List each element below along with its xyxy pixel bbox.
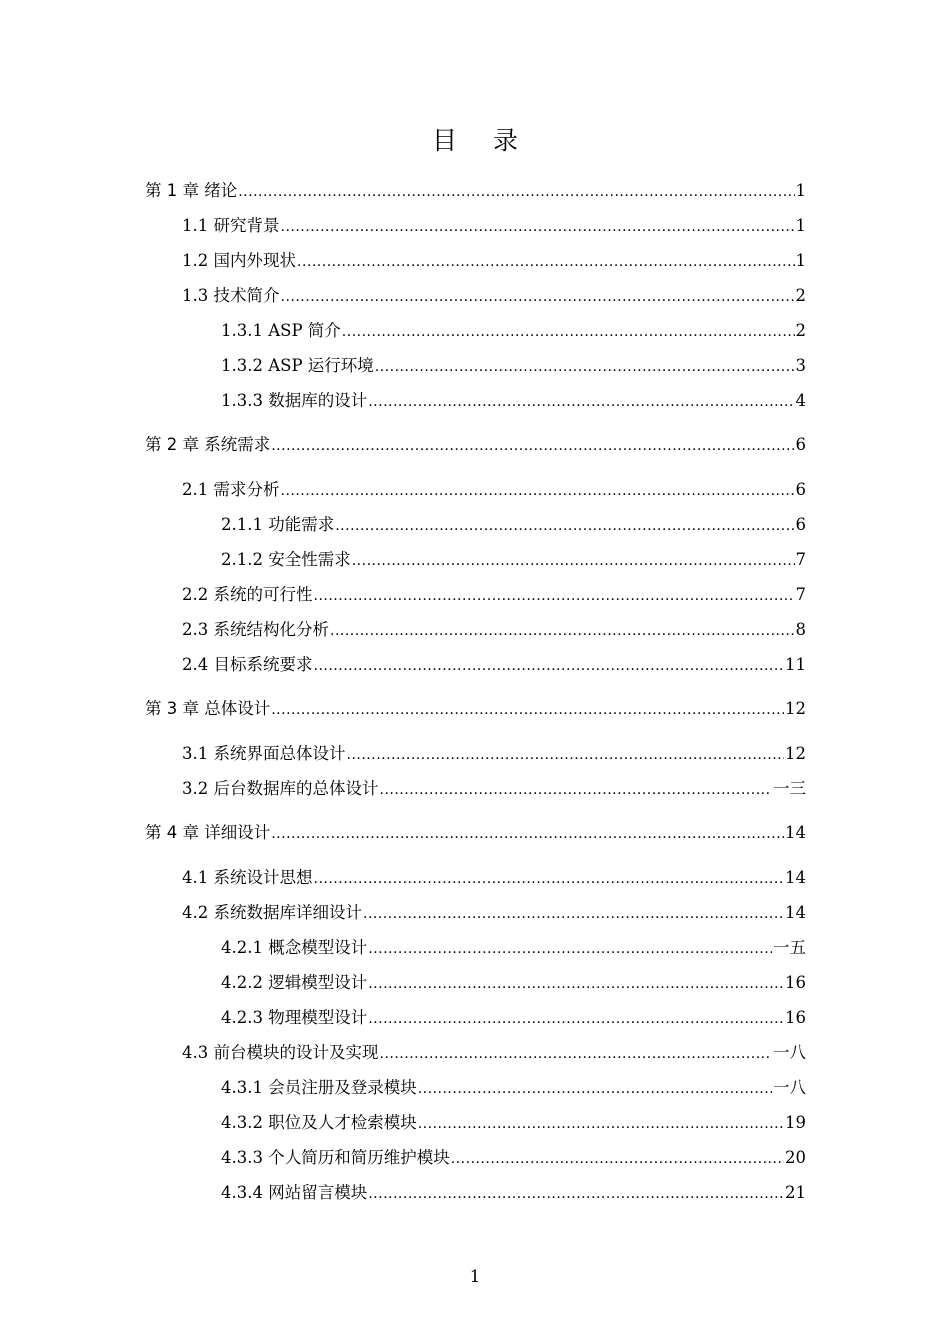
toc-page-number: 2 (795, 321, 806, 340)
toc-leader-dots (347, 742, 785, 768)
toc-entry-text: 4.3.2 职位及人才检索模块 (221, 1113, 417, 1132)
toc-page-number: 8 (795, 620, 806, 639)
toc-page-number: 一八 (773, 1078, 806, 1097)
toc-entry-2-1-2[interactable] (221, 547, 806, 573)
toc-entry-text: 4.2.3 物理模型设计 (221, 1008, 368, 1027)
toc-leader-dots (375, 354, 795, 380)
toc-page-number: 一三 (773, 779, 806, 798)
toc-leader-dots (281, 284, 795, 310)
toc-entry-text: 第 2 章 系统需求 (145, 435, 271, 454)
toc-entry-1-3-1[interactable] (221, 318, 806, 344)
toc-page-number: 7 (795, 550, 806, 569)
toc-entry-1-2[interactable] (182, 248, 806, 274)
toc-leader-dots (363, 901, 784, 927)
toc-page-number: 21 (785, 1183, 806, 1202)
toc-entry-text: 3.1 系统界面总体设计 (182, 744, 346, 763)
toc-entry-text: 1.1 研究背景 (182, 216, 280, 235)
toc-entry-4-3-4[interactable] (221, 1180, 806, 1206)
toc-entry-text: 2.3 系统结构化分析 (182, 620, 329, 639)
toc-leader-dots (238, 179, 794, 205)
toc-entry-text: 1.3 技术简介 (182, 286, 280, 305)
toc-entry-text: 4.3.4 网站留言模块 (221, 1183, 368, 1202)
toc-entry-3-1[interactable] (182, 741, 806, 767)
toc-leader-dots (314, 653, 785, 679)
toc-entry-text: 1.3.1 ASP 简介 (221, 321, 341, 340)
toc-entry-text: 1.3.2 ASP 运行环境 (221, 356, 374, 375)
toc-entry-text: 4.3.3 个人简历和简历维护模块 (221, 1148, 450, 1167)
toc-leader-dots (368, 1006, 784, 1032)
toc-page-number: 1 (795, 181, 806, 200)
toc-leader-dots (314, 866, 785, 892)
toc-entry-text: 第 3 章 总体设计 (145, 699, 271, 718)
toc-leader-dots (314, 583, 795, 609)
toc-page-number: 14 (785, 823, 806, 842)
toc-entry-text: 第 4 章 详细设计 (145, 823, 271, 842)
toc-entry-2-3[interactable] (182, 617, 806, 643)
toc-entry-text: 2.4 目标系统要求 (182, 655, 313, 674)
toc-entry-2-1[interactable] (182, 477, 806, 503)
toc-page-number: 16 (785, 1008, 806, 1027)
toc-page-number: 2 (795, 286, 806, 305)
toc-page-number: 19 (785, 1113, 806, 1132)
toc-entry-text: 4.3 前台模块的设计及实现 (182, 1043, 379, 1062)
toc-leader-dots (418, 1111, 784, 1137)
toc-entry-text: 4.2.1 概念模型设计 (221, 938, 368, 957)
toc-leader-dots (380, 777, 773, 803)
toc-leader-dots (281, 478, 795, 504)
toc-page-number: 11 (785, 655, 806, 674)
toc-entry-1-3[interactable] (182, 283, 806, 309)
toc-entry-text: 4.2 系统数据库详细设计 (182, 903, 362, 922)
toc-page-number: 20 (785, 1148, 806, 1167)
toc-page-number: 1 (795, 251, 806, 270)
toc-entry-1-3-3[interactable] (221, 388, 806, 414)
toc-entry-text: 4.1 系统设计思想 (182, 868, 313, 887)
toc-page-number: 6 (795, 515, 806, 534)
toc-entry-4-1[interactable] (182, 865, 806, 891)
toc-entry-chapter-1[interactable] (145, 178, 806, 204)
toc-leader-dots (271, 697, 784, 723)
toc-leader-dots (352, 548, 795, 574)
toc-entry-chapter-2[interactable] (145, 432, 806, 458)
toc-entry-4-2[interactable] (182, 900, 806, 926)
toc-entry-2-1-1[interactable] (221, 512, 806, 538)
page-number: 1 (469, 1267, 481, 1286)
toc-leader-dots (271, 433, 794, 459)
toc-entry-text: 2.1 需求分析 (182, 480, 280, 499)
toc-entry-4-2-3[interactable] (221, 1005, 806, 1031)
toc-entry-text: 2.1.2 安全性需求 (221, 550, 351, 569)
toc-page-number: 12 (785, 744, 806, 763)
toc-page-number: 一八 (773, 1043, 806, 1062)
toc-entry-4-3-2[interactable] (221, 1110, 806, 1136)
toc-page-number: 6 (795, 435, 806, 454)
toc-leader-dots (368, 1181, 784, 1207)
toc-leader-dots (368, 971, 784, 997)
toc-entry-2-4[interactable] (182, 652, 806, 678)
toc-entry-4-3-1[interactable] (221, 1075, 806, 1101)
toc-page-number: 12 (785, 699, 806, 718)
toc-page-number: 一五 (773, 938, 806, 957)
toc-leader-dots (380, 1041, 773, 1067)
toc-entry-2-2[interactable] (182, 582, 806, 608)
toc-leader-dots (368, 389, 794, 415)
toc-entry-text: 1.2 国内外现状 (182, 251, 296, 270)
toc-entry-4-2-1[interactable] (221, 935, 806, 961)
toc-entry-text: 2.2 系统的可行性 (182, 585, 313, 604)
toc-leader-dots (330, 618, 795, 644)
toc-leader-dots (297, 249, 795, 275)
toc-page-number: 14 (785, 868, 806, 887)
toc-page-number: 16 (785, 973, 806, 992)
toc-leader-dots (368, 936, 772, 962)
toc-entry-4-2-2[interactable] (221, 970, 806, 996)
toc-page-number: 6 (795, 480, 806, 499)
toc-title: 目 录 (432, 126, 532, 155)
toc-entry-1-3-2[interactable] (221, 353, 806, 379)
toc-entry-3-2[interactable] (182, 776, 806, 802)
toc-entry-text: 4.3.1 会员注册及登录模块 (221, 1078, 417, 1097)
toc-page-number: 4 (795, 391, 806, 410)
toc-entry-chapter-3[interactable] (145, 696, 806, 722)
toc-page-number: 14 (785, 903, 806, 922)
toc-entry-text: 第 1 章 绪论 (145, 181, 238, 200)
toc-page-number: 3 (795, 356, 806, 375)
toc-leader-dots (418, 1076, 772, 1102)
toc-entry-1-1[interactable] (182, 213, 806, 239)
toc-entry-text: 2.1.1 功能需求 (221, 515, 335, 534)
toc-leader-dots (281, 214, 795, 240)
toc-leader-dots (451, 1146, 784, 1172)
toc-entry-4-3[interactable] (182, 1040, 806, 1066)
toc-entry-4-3-3[interactable] (221, 1145, 806, 1171)
toc-leader-dots (271, 821, 784, 847)
toc-entry-text: 3.2 后台数据库的总体设计 (182, 779, 379, 798)
toc-entry-text: 1.3.3 数据库的设计 (221, 391, 368, 410)
toc-entry-chapter-4[interactable] (145, 820, 806, 846)
toc-leader-dots (335, 513, 794, 539)
toc-page-number: 7 (795, 585, 806, 604)
toc-entry-text: 4.2.2 逻辑模型设计 (221, 973, 368, 992)
toc-page-number: 1 (795, 216, 806, 235)
toc-leader-dots (342, 319, 795, 345)
